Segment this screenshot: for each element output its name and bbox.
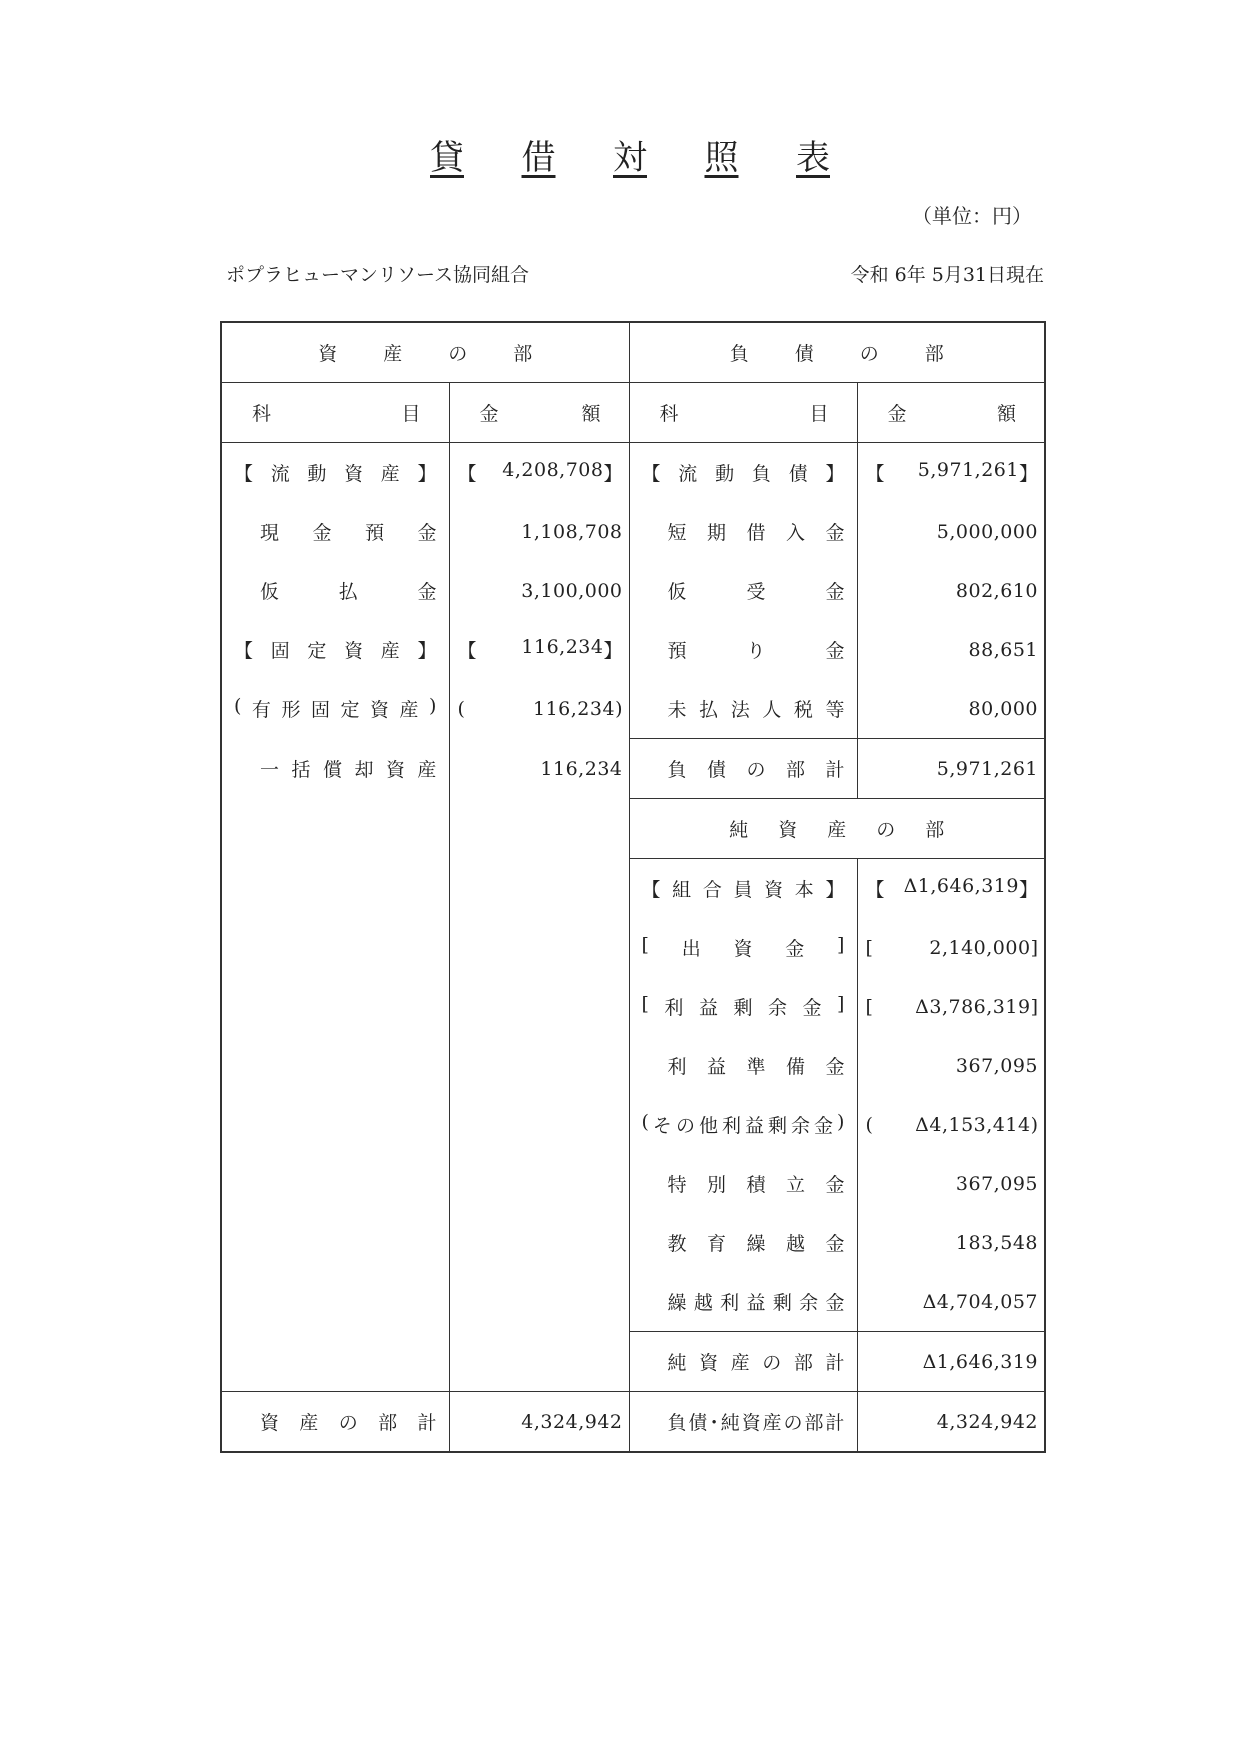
label-char: 純 <box>667 1352 687 1374</box>
title-char: 対 <box>613 138 647 178</box>
label-char: 産 <box>299 1412 319 1434</box>
label-char: 人 <box>762 699 782 721</box>
liability-item-cell <box>629 1095 857 1154</box>
table-row <box>221 561 1045 620</box>
label-char: 定 <box>307 640 327 662</box>
label-char: 出 <box>681 938 701 960</box>
label-char: 計 <box>825 759 845 781</box>
liability-amount-cell <box>857 1272 1045 1332</box>
label-char: ) <box>837 1111 845 1133</box>
liability-item-cell <box>629 1213 857 1272</box>
liability-amount-cell <box>857 620 1045 679</box>
liability-amount-cell <box>857 977 1045 1036</box>
liability-amount-cell <box>857 1154 1045 1213</box>
assets-total-label <box>221 1392 449 1453</box>
table-row <box>221 799 1045 859</box>
amount-value: 88,651 <box>968 638 1038 661</box>
label-char: 資 <box>369 699 389 722</box>
asset-amount-cell <box>449 1036 629 1095</box>
label-char: 育 <box>706 1233 726 1255</box>
table-row <box>221 1095 1045 1154</box>
asset-item-cell <box>221 1332 449 1392</box>
liability-item-cell <box>629 739 857 799</box>
label-char: 法 <box>730 699 750 721</box>
asset-amount-cell <box>449 1095 629 1154</box>
label-char: 利 <box>664 997 684 1019</box>
amount-header <box>449 383 629 443</box>
label-char: 益 <box>706 1056 726 1078</box>
section-char: 資 <box>318 343 338 365</box>
bracket-close: 】 <box>603 640 623 662</box>
label-char: 利 <box>720 1292 740 1314</box>
amount-value: 116,234 <box>533 697 616 720</box>
label-char: 産 <box>399 699 419 722</box>
bracket-close: ) <box>1030 1113 1038 1136</box>
label-char: 資 <box>764 879 784 901</box>
label-char: 部 <box>793 1352 813 1374</box>
table-row <box>221 1272 1045 1332</box>
liability-amount-cell <box>857 443 1045 503</box>
amount-value: 2,140,000 <box>929 936 1031 959</box>
title-char: 表 <box>796 138 830 178</box>
label-char: 税 <box>793 699 813 721</box>
label-char: 部 <box>785 759 805 781</box>
asset-amount-cell <box>449 561 629 620</box>
label-char: 債 <box>706 759 726 781</box>
label-char: 部 <box>804 1412 824 1434</box>
amount-value: 367,095 <box>955 1054 1038 1077</box>
label-char: 負 <box>667 759 687 781</box>
label-char: ] <box>837 993 845 1015</box>
label-char: 預 <box>364 522 384 544</box>
asset-amount-cell <box>449 1213 629 1272</box>
label-char: 合 <box>702 879 722 901</box>
liability-item-cell <box>629 679 857 739</box>
table-row <box>221 620 1045 679</box>
label-char: そ <box>652 1115 672 1137</box>
label-char: 資 <box>344 463 364 485</box>
asset-amount-cell <box>449 1154 629 1213</box>
bracket-open: ( <box>457 697 465 720</box>
label-char: 備 <box>785 1056 805 1078</box>
asset-amount-cell <box>449 443 629 503</box>
label-char: 債 <box>688 1412 708 1434</box>
section-char: 部 <box>925 819 945 841</box>
label-char: の <box>783 1412 803 1434</box>
label-char: 産 <box>762 1412 782 1434</box>
amount-value: 5,000,000 <box>936 520 1038 543</box>
amount-value: 1,108,708 <box>521 520 623 543</box>
table-row <box>221 502 1045 561</box>
label-char: 借 <box>746 522 766 544</box>
label-char: 固 <box>270 640 290 662</box>
asset-item-cell <box>221 443 449 503</box>
asset-amount-cell <box>449 799 629 859</box>
amount-value: 3,100,000 <box>521 579 623 602</box>
table-row <box>221 679 1045 739</box>
section-char: 債 <box>794 343 814 365</box>
table-row <box>221 739 1045 799</box>
liability-item-cell <box>629 859 857 919</box>
label-char: 【 <box>234 640 254 662</box>
liability-item-cell <box>629 502 857 561</box>
label-char: 払 <box>338 581 358 603</box>
organization-name: ポプラヒューマンリソース協同組合 <box>226 264 530 286</box>
asset-item-cell <box>221 859 449 919</box>
label-char: ( <box>234 695 242 718</box>
liability-amount-cell <box>857 502 1045 561</box>
label-char: 余 <box>791 1115 811 1137</box>
label-char: 本 <box>794 879 814 901</box>
asset-item-cell <box>221 977 449 1036</box>
label-char: 【 <box>641 879 661 901</box>
label-char: 他 <box>698 1115 718 1137</box>
amount-value: Δ3,786,319 <box>915 995 1031 1018</box>
label-char: ] <box>837 934 845 956</box>
amount-value: 116,234 <box>521 636 604 658</box>
header-char: 目 <box>401 403 421 425</box>
amount-value: Δ1,646,319 <box>903 875 1019 897</box>
section-char: 部 <box>924 343 944 365</box>
amount-value: 4,324,942 <box>521 1410 623 1433</box>
label-char: 金 <box>825 1056 845 1078</box>
label-char: 金 <box>785 938 805 960</box>
label-char: 部 <box>378 1412 398 1434</box>
label-char: り <box>746 640 766 662</box>
bracket-open: 【 <box>865 463 885 485</box>
liability-item-cell <box>629 918 857 977</box>
label-char: 金 <box>825 581 845 603</box>
bracket-close: ] <box>1030 995 1038 1018</box>
bracket-close: ) <box>615 697 623 720</box>
label-char: 資 <box>385 759 405 781</box>
amount-value: 4,324,942 <box>936 1410 1038 1433</box>
label-char: 【 <box>641 463 661 485</box>
asset-item-cell <box>221 502 449 561</box>
label-char: 現 <box>260 522 280 544</box>
label-char: 短 <box>667 522 687 544</box>
label-char: 動 <box>307 463 327 485</box>
liability-item-cell <box>629 1272 857 1332</box>
section-char: の <box>876 819 896 841</box>
label-char: 【 <box>234 463 254 485</box>
label-char: 資 <box>344 640 364 662</box>
label-char: 準 <box>746 1056 766 1078</box>
label-char: 流 <box>270 463 290 485</box>
label-char: [ <box>641 934 649 956</box>
label-char: 一 <box>260 759 280 781</box>
label-char: 】 <box>825 879 845 901</box>
label-char: 組 <box>672 879 692 901</box>
table-row <box>221 1036 1045 1095</box>
label-char: 等 <box>825 699 845 721</box>
label-char: 負 <box>751 463 771 485</box>
bracket-open: 【 <box>865 879 885 901</box>
assets-section-header <box>221 322 629 383</box>
asset-item-cell <box>221 1213 449 1272</box>
label-char: の <box>762 1352 782 1374</box>
liability-item-cell <box>629 561 857 620</box>
amount-value: 5,971,261 <box>936 757 1038 780</box>
label-char: 益 <box>744 1115 764 1137</box>
asset-amount-cell <box>449 977 629 1036</box>
label-char: 越 <box>693 1292 713 1314</box>
label-char: 剰 <box>733 997 753 1019</box>
label-char: 産 <box>380 640 400 662</box>
label-char: 括 <box>291 759 311 781</box>
title-char: 貸 <box>430 138 464 178</box>
label-char: 定 <box>340 699 360 722</box>
liabilities-section-header <box>629 322 1045 383</box>
amount-value: 80,000 <box>968 697 1038 720</box>
title-char: 照 <box>704 138 739 178</box>
header-char: 科 <box>659 403 679 425</box>
asset-item-cell <box>221 1272 449 1332</box>
bracket-open: [ <box>865 995 873 1018</box>
liability-amount-cell <box>857 739 1045 799</box>
label-char: 越 <box>785 1233 805 1255</box>
bracket-open: ( <box>865 1113 873 1136</box>
label-char: 余 <box>799 1292 819 1314</box>
amount-value: Δ4,153,414 <box>915 1113 1031 1136</box>
asset-amount-cell <box>449 739 629 799</box>
liability-amount-cell <box>857 859 1045 919</box>
liability-amount-cell <box>857 918 1045 977</box>
label-char: 仮 <box>260 581 280 603</box>
label-char: 金 <box>825 640 845 662</box>
as-of-date: 令和 6年 5月31日現在 <box>850 264 1044 286</box>
asset-amount-cell <box>449 1272 629 1332</box>
table-row <box>221 1332 1045 1392</box>
label-char: 利 <box>667 1056 687 1078</box>
label-char: 利 <box>721 1115 741 1137</box>
label-char: 資 <box>699 1352 719 1374</box>
label-char: 形 <box>281 699 301 722</box>
label-char: ( <box>641 1111 649 1133</box>
liability-item-cell <box>629 1036 857 1095</box>
header-char: 額 <box>996 403 1016 425</box>
table-row <box>221 443 1045 503</box>
asset-amount-cell <box>449 859 629 919</box>
bracket-close: 】 <box>603 463 623 485</box>
label-char: 産 <box>417 759 437 781</box>
label-char: 益 <box>698 997 718 1019</box>
label-char: 金 <box>312 522 332 544</box>
amount-value: 4,208,708 <box>502 459 604 481</box>
label-char: 期 <box>706 522 726 544</box>
amount-value: Δ1,646,319 <box>922 1350 1038 1373</box>
table-row <box>221 977 1045 1036</box>
asset-amount-cell <box>449 502 629 561</box>
header-char: 目 <box>809 403 829 425</box>
label-char: 金 <box>814 1115 834 1137</box>
label-char: 債 <box>788 463 808 485</box>
asset-item-cell <box>221 1154 449 1213</box>
label-char: 仮 <box>667 581 687 603</box>
label-char: 未 <box>667 699 687 721</box>
liability-item-cell <box>629 1332 857 1392</box>
table-row <box>221 1213 1045 1272</box>
asset-amount-cell <box>449 620 629 679</box>
totals-row <box>221 1392 1045 1453</box>
section-char: 純 <box>729 819 749 841</box>
label-char: 積 <box>746 1174 766 1196</box>
section-char: 産 <box>827 819 847 841</box>
item-header <box>221 383 449 443</box>
label-char: 計 <box>825 1352 845 1374</box>
net-assets-section-header <box>629 799 1045 859</box>
label-char: 別 <box>706 1174 726 1196</box>
label-char: 教 <box>667 1233 687 1255</box>
header-char: 金 <box>887 403 907 425</box>
label-char: 金 <box>825 522 845 544</box>
label-char: 繰 <box>746 1233 766 1255</box>
asset-item-cell <box>221 918 449 977</box>
label-char: 余 <box>767 997 787 1019</box>
section-char: 資 <box>778 819 798 841</box>
label-char: 金 <box>825 1174 845 1196</box>
document-title <box>430 130 830 178</box>
label-char: 償 <box>322 759 342 781</box>
liability-item-cell <box>629 977 857 1036</box>
section-char: の <box>448 343 468 365</box>
liability-item-cell <box>629 620 857 679</box>
label-char: 】 <box>825 463 845 485</box>
liability-amount-cell <box>857 1036 1045 1095</box>
asset-item-cell <box>221 1036 449 1095</box>
label-char: 資 <box>733 938 753 960</box>
header-char: 科 <box>252 403 272 425</box>
label-char: 繰 <box>667 1292 687 1314</box>
label-char: 計 <box>417 1412 437 1434</box>
liability-item-cell <box>629 443 857 503</box>
label-char: ) <box>429 695 437 718</box>
label-char: 払 <box>699 699 719 721</box>
label-char: ･ <box>709 1412 719 1434</box>
label-char: 純 <box>720 1412 740 1434</box>
bracket-close: 】 <box>1018 879 1038 901</box>
title-char: 借 <box>521 138 556 178</box>
label-char: 剰 <box>772 1292 792 1314</box>
label-char: 金 <box>825 1233 845 1255</box>
label-char: 動 <box>715 463 735 485</box>
liability-amount-cell <box>857 1213 1045 1272</box>
label-char: 流 <box>678 463 698 485</box>
bracket-open: [ <box>865 936 873 959</box>
section-char: 負 <box>729 343 749 365</box>
asset-item-cell <box>221 679 449 739</box>
label-char: 金 <box>417 581 437 603</box>
amount-value: Δ4,704,057 <box>922 1290 1038 1313</box>
asset-item-cell <box>221 561 449 620</box>
asset-item-cell <box>221 739 449 799</box>
amount-value: 116,234 <box>540 757 623 780</box>
label-char: 産 <box>730 1352 750 1374</box>
asset-item-cell <box>221 620 449 679</box>
assets-total-value <box>449 1392 629 1453</box>
label-char: 受 <box>746 581 766 603</box>
liability-amount-cell <box>857 1332 1045 1392</box>
header-char: 額 <box>581 403 601 425</box>
label-char: 】 <box>417 640 437 662</box>
label-char: 益 <box>746 1292 766 1314</box>
liab-net-total-label <box>629 1392 857 1453</box>
bracket-open: 【 <box>457 640 477 662</box>
label-char: 却 <box>354 759 374 781</box>
label-char: の <box>746 759 766 781</box>
liability-amount-cell <box>857 561 1045 620</box>
label-char: 預 <box>667 640 687 662</box>
section-char: 産 <box>383 343 403 365</box>
table-row <box>221 918 1045 977</box>
header-char: 金 <box>479 403 499 425</box>
table-row <box>221 1154 1045 1213</box>
label-char: 】 <box>417 463 437 485</box>
label-char: 計 <box>825 1412 845 1434</box>
liab-net-total-value <box>857 1392 1045 1453</box>
label-char: 有 <box>251 699 271 722</box>
amount-header <box>857 383 1045 443</box>
amount-value: 802,610 <box>955 579 1038 602</box>
label-char: 特 <box>667 1174 687 1196</box>
label-char: 金 <box>825 1292 845 1314</box>
liability-item-cell <box>629 1154 857 1213</box>
label-char: 金 <box>802 997 822 1019</box>
label-char: 入 <box>785 522 805 544</box>
section-char: 部 <box>513 343 533 365</box>
label-char: 資 <box>741 1412 761 1434</box>
asset-amount-cell <box>449 1332 629 1392</box>
item-header <box>629 383 857 443</box>
label-char: 産 <box>380 463 400 485</box>
section-char: の <box>859 343 879 365</box>
asset-item-cell <box>221 1095 449 1154</box>
bracket-close: 】 <box>1018 463 1038 485</box>
amount-value: 367,095 <box>955 1172 1038 1195</box>
label-char: 資 <box>260 1412 280 1434</box>
amount-value: 183,548 <box>955 1231 1038 1254</box>
table-row <box>221 859 1045 919</box>
label-char: 金 <box>417 522 437 544</box>
label-char: 固 <box>310 699 330 722</box>
label-char: の <box>675 1115 695 1137</box>
asset-amount-cell <box>449 918 629 977</box>
bracket-close: ] <box>1030 936 1038 959</box>
bracket-open: 【 <box>457 463 477 485</box>
label-char: の <box>338 1412 358 1434</box>
label-char: [ <box>641 993 649 1015</box>
liability-amount-cell <box>857 679 1045 739</box>
asset-amount-cell <box>449 679 629 739</box>
liability-amount-cell <box>857 1095 1045 1154</box>
asset-item-cell <box>221 799 449 859</box>
unit-label: （単位：円） <box>912 204 1032 228</box>
balance-sheet-table <box>220 321 1046 1453</box>
label-char: 負 <box>667 1412 687 1434</box>
label-char: 立 <box>785 1174 805 1196</box>
label-char: 剰 <box>768 1115 788 1137</box>
amount-value: 5,971,261 <box>917 459 1019 481</box>
label-char: 員 <box>733 879 753 901</box>
